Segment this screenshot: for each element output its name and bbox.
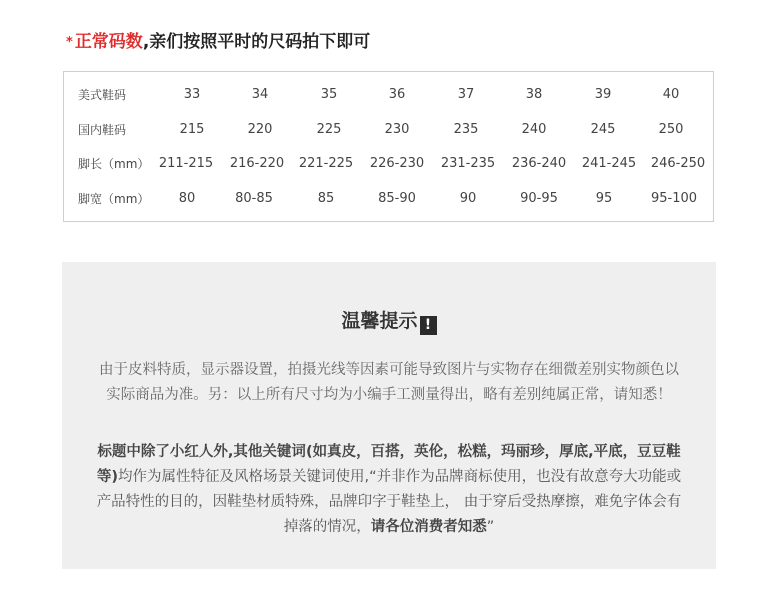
table-row bbox=[64, 120, 713, 140]
table-cell: 225 bbox=[316, 122, 342, 137]
table-cell: 235 bbox=[453, 122, 479, 137]
table-cell: 215 bbox=[179, 122, 205, 137]
table-row bbox=[64, 85, 713, 105]
table-cell: 80 bbox=[178, 191, 196, 206]
table-cell: 35 bbox=[320, 87, 338, 102]
table-cell: 36 bbox=[388, 87, 406, 102]
size-chart-table bbox=[63, 71, 714, 222]
table-cell: 95 bbox=[595, 191, 613, 206]
closing-quote: ” bbox=[486, 519, 495, 535]
table-row bbox=[64, 154, 713, 174]
asterisk-mark: * bbox=[66, 35, 73, 50]
table-cell: 240 bbox=[521, 122, 547, 137]
keywords-examples: (如真皮，百搭，英伦，松糕，玛丽珍，厚底,平底，豆豆鞋等) bbox=[96, 444, 681, 485]
table-cell: 216-220 bbox=[229, 156, 285, 171]
table-cell: 39 bbox=[594, 87, 612, 102]
table-cell: 231-235 bbox=[440, 156, 496, 171]
table-cell: 90-95 bbox=[520, 191, 558, 206]
table-cell: 95-100 bbox=[650, 191, 698, 206]
notice-panel bbox=[62, 262, 716, 569]
notice-paragraph-keywords bbox=[92, 440, 686, 540]
keywords-lead: 标题中除了小红人外,其他关键词 bbox=[97, 444, 306, 460]
row-header: 脚宽（mm） bbox=[78, 192, 150, 206]
table-cell: 250 bbox=[658, 122, 684, 137]
table-cell: 226-230 bbox=[369, 156, 425, 171]
row-header: 脚长（mm） bbox=[78, 157, 150, 171]
row-header: 国内鞋码 bbox=[78, 123, 127, 137]
headline-text: ,亲们按照平时的尺码拍下即可 bbox=[142, 32, 371, 52]
row-header: 美式鞋码 bbox=[78, 88, 127, 102]
table-cell: 38 bbox=[525, 87, 543, 102]
exclamation-icon: ! bbox=[420, 316, 437, 335]
keywords-closing: 请各位消费者知悉 bbox=[370, 519, 487, 535]
table-cell: 90 bbox=[459, 191, 477, 206]
table-cell: 245 bbox=[590, 122, 616, 137]
table-cell: 40 bbox=[662, 87, 680, 102]
table-cell: 37 bbox=[457, 87, 475, 102]
notice-title bbox=[62, 309, 716, 335]
table-row bbox=[64, 189, 713, 209]
table-cell: 221-225 bbox=[298, 156, 354, 171]
notice-paragraph-material: 由于皮料特质，显示器设置，拍摄光线等因素可能导致图片与实物存在细微差别实物颜色以实际商品为准。另：以上所有尺寸均为小编手工测量得出，略有差别纯属正常，请知悉！ bbox=[99, 362, 679, 403]
table-cell: 80-85 bbox=[235, 191, 273, 206]
table-cell: 236-240 bbox=[511, 156, 567, 171]
table-cell: 85 bbox=[317, 191, 335, 206]
table-cell: 230 bbox=[384, 122, 410, 137]
table-cell: 220 bbox=[247, 122, 273, 137]
headline-highlight: 正常码数 bbox=[74, 32, 143, 52]
table-cell: 34 bbox=[251, 87, 269, 102]
table-cell: 241-245 bbox=[581, 156, 637, 171]
table-cell: 33 bbox=[183, 87, 201, 102]
table-cell: 85-90 bbox=[378, 191, 416, 206]
size-advice-headline bbox=[66, 31, 370, 54]
keywords-disclaimer: 均作为属性特征及风格场景关键词使用,“并非作为品牌商标使用，也没有故意夸大功能或产品特性的目的，因鞋垫材质特殊，品牌印字于鞋垫上， 由于穿后受热摩擦，难免字体会有掉落的情况， bbox=[96, 469, 682, 535]
table-cell: 246-250 bbox=[650, 156, 706, 171]
notice-title-text: 温馨提示 bbox=[341, 310, 418, 332]
table-cell: 211-215 bbox=[158, 156, 214, 171]
